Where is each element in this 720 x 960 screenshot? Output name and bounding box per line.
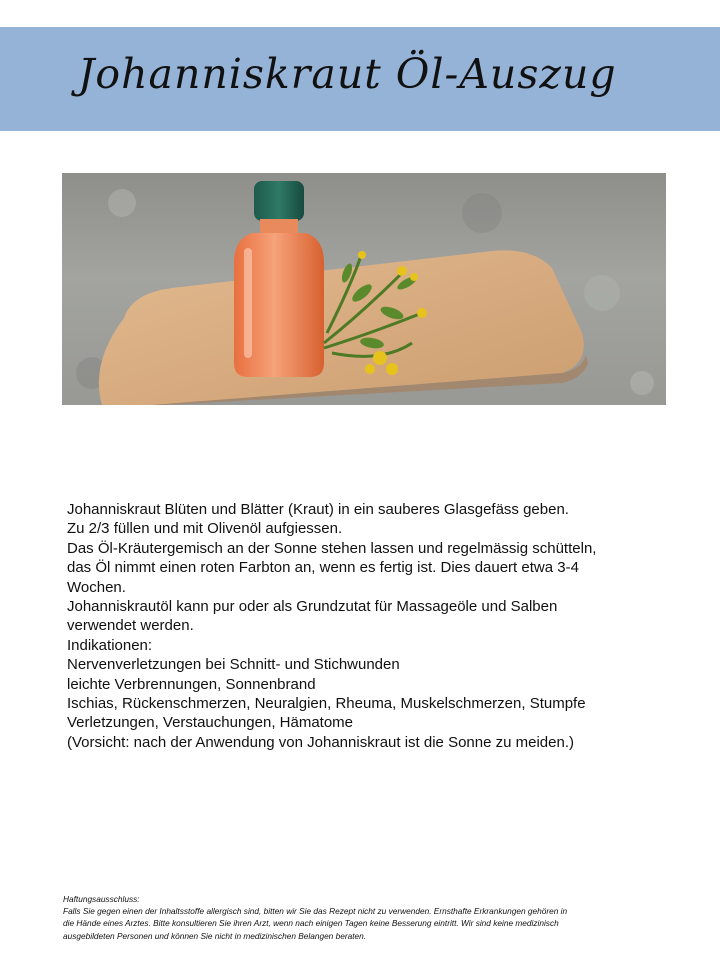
page-title: Johanniskraut Öl-Auszug	[78, 50, 617, 98]
recipe-line: das Öl nimmt einen roten Farbton an, wenn es fertig ist. Dies dauert etwa 3-4	[67, 559, 579, 577]
disclaimer-line: ausgebildeten Personen und können Sie nicht in medizinischen Belangen beraten.	[63, 930, 367, 941]
recipe-line: Das Öl-Kräutergemisch an der Sonne stehen lassen und regelmässig schütteln,	[67, 539, 597, 557]
indications-heading: Indikationen:	[67, 636, 153, 654]
indication-line: leichte Verbrennungen, Sonnenbrand	[67, 675, 316, 693]
indication-line: Nervenverletzungen bei Schnitt- und Stichwunden	[67, 656, 400, 674]
disclaimer-line: Falls Sie gegen einen der Inhaltsstoffe allergisch sind, bitten wir Sie das Rezept nicht zu verwenden. Ernsthafte Erkrankungen gehören in	[63, 906, 568, 917]
disclaimer	[63, 893, 663, 942]
indication-line: Verletzungen, Verstauchungen, Hämatome	[67, 714, 354, 732]
oil-bottle-photo-icon	[62, 173, 666, 405]
indication-line: Ischias, Rückenschmerzen, Neuralgien, Rheuma, Muskelschmerzen, Stumpfe	[67, 695, 586, 713]
recipe-line: verwendet werden.	[67, 617, 194, 635]
disclaimer-line: die Hände eines Arztes. Bitte konsultieren Sie ihren Arzt, wenn nach einigen Tagen keine Besserung eintritt. Wir sind keine medizinisch	[63, 918, 559, 929]
recipe-line: Zu 2/3 füllen und mit Olivenöl aufgiessen.	[67, 520, 343, 538]
recipe-line: Johanniskrautöl kann pur oder als Grundzutat für Massageöle und Salben	[67, 598, 558, 616]
recipe-line: Johanniskraut Blüten und Blätter (Kraut) in ein sauberes Glasgefäss geben.	[67, 501, 569, 518]
caution-note: (Vorsicht: nach der Anwendung von Johanniskraut ist die Sonne zu meiden.)	[67, 733, 574, 751]
recipe-text	[67, 500, 667, 752]
disclaimer-heading: Haftungsausschluss:	[63, 894, 140, 904]
recipe-line: Wochen.	[67, 578, 126, 596]
product-photo	[62, 173, 666, 405]
